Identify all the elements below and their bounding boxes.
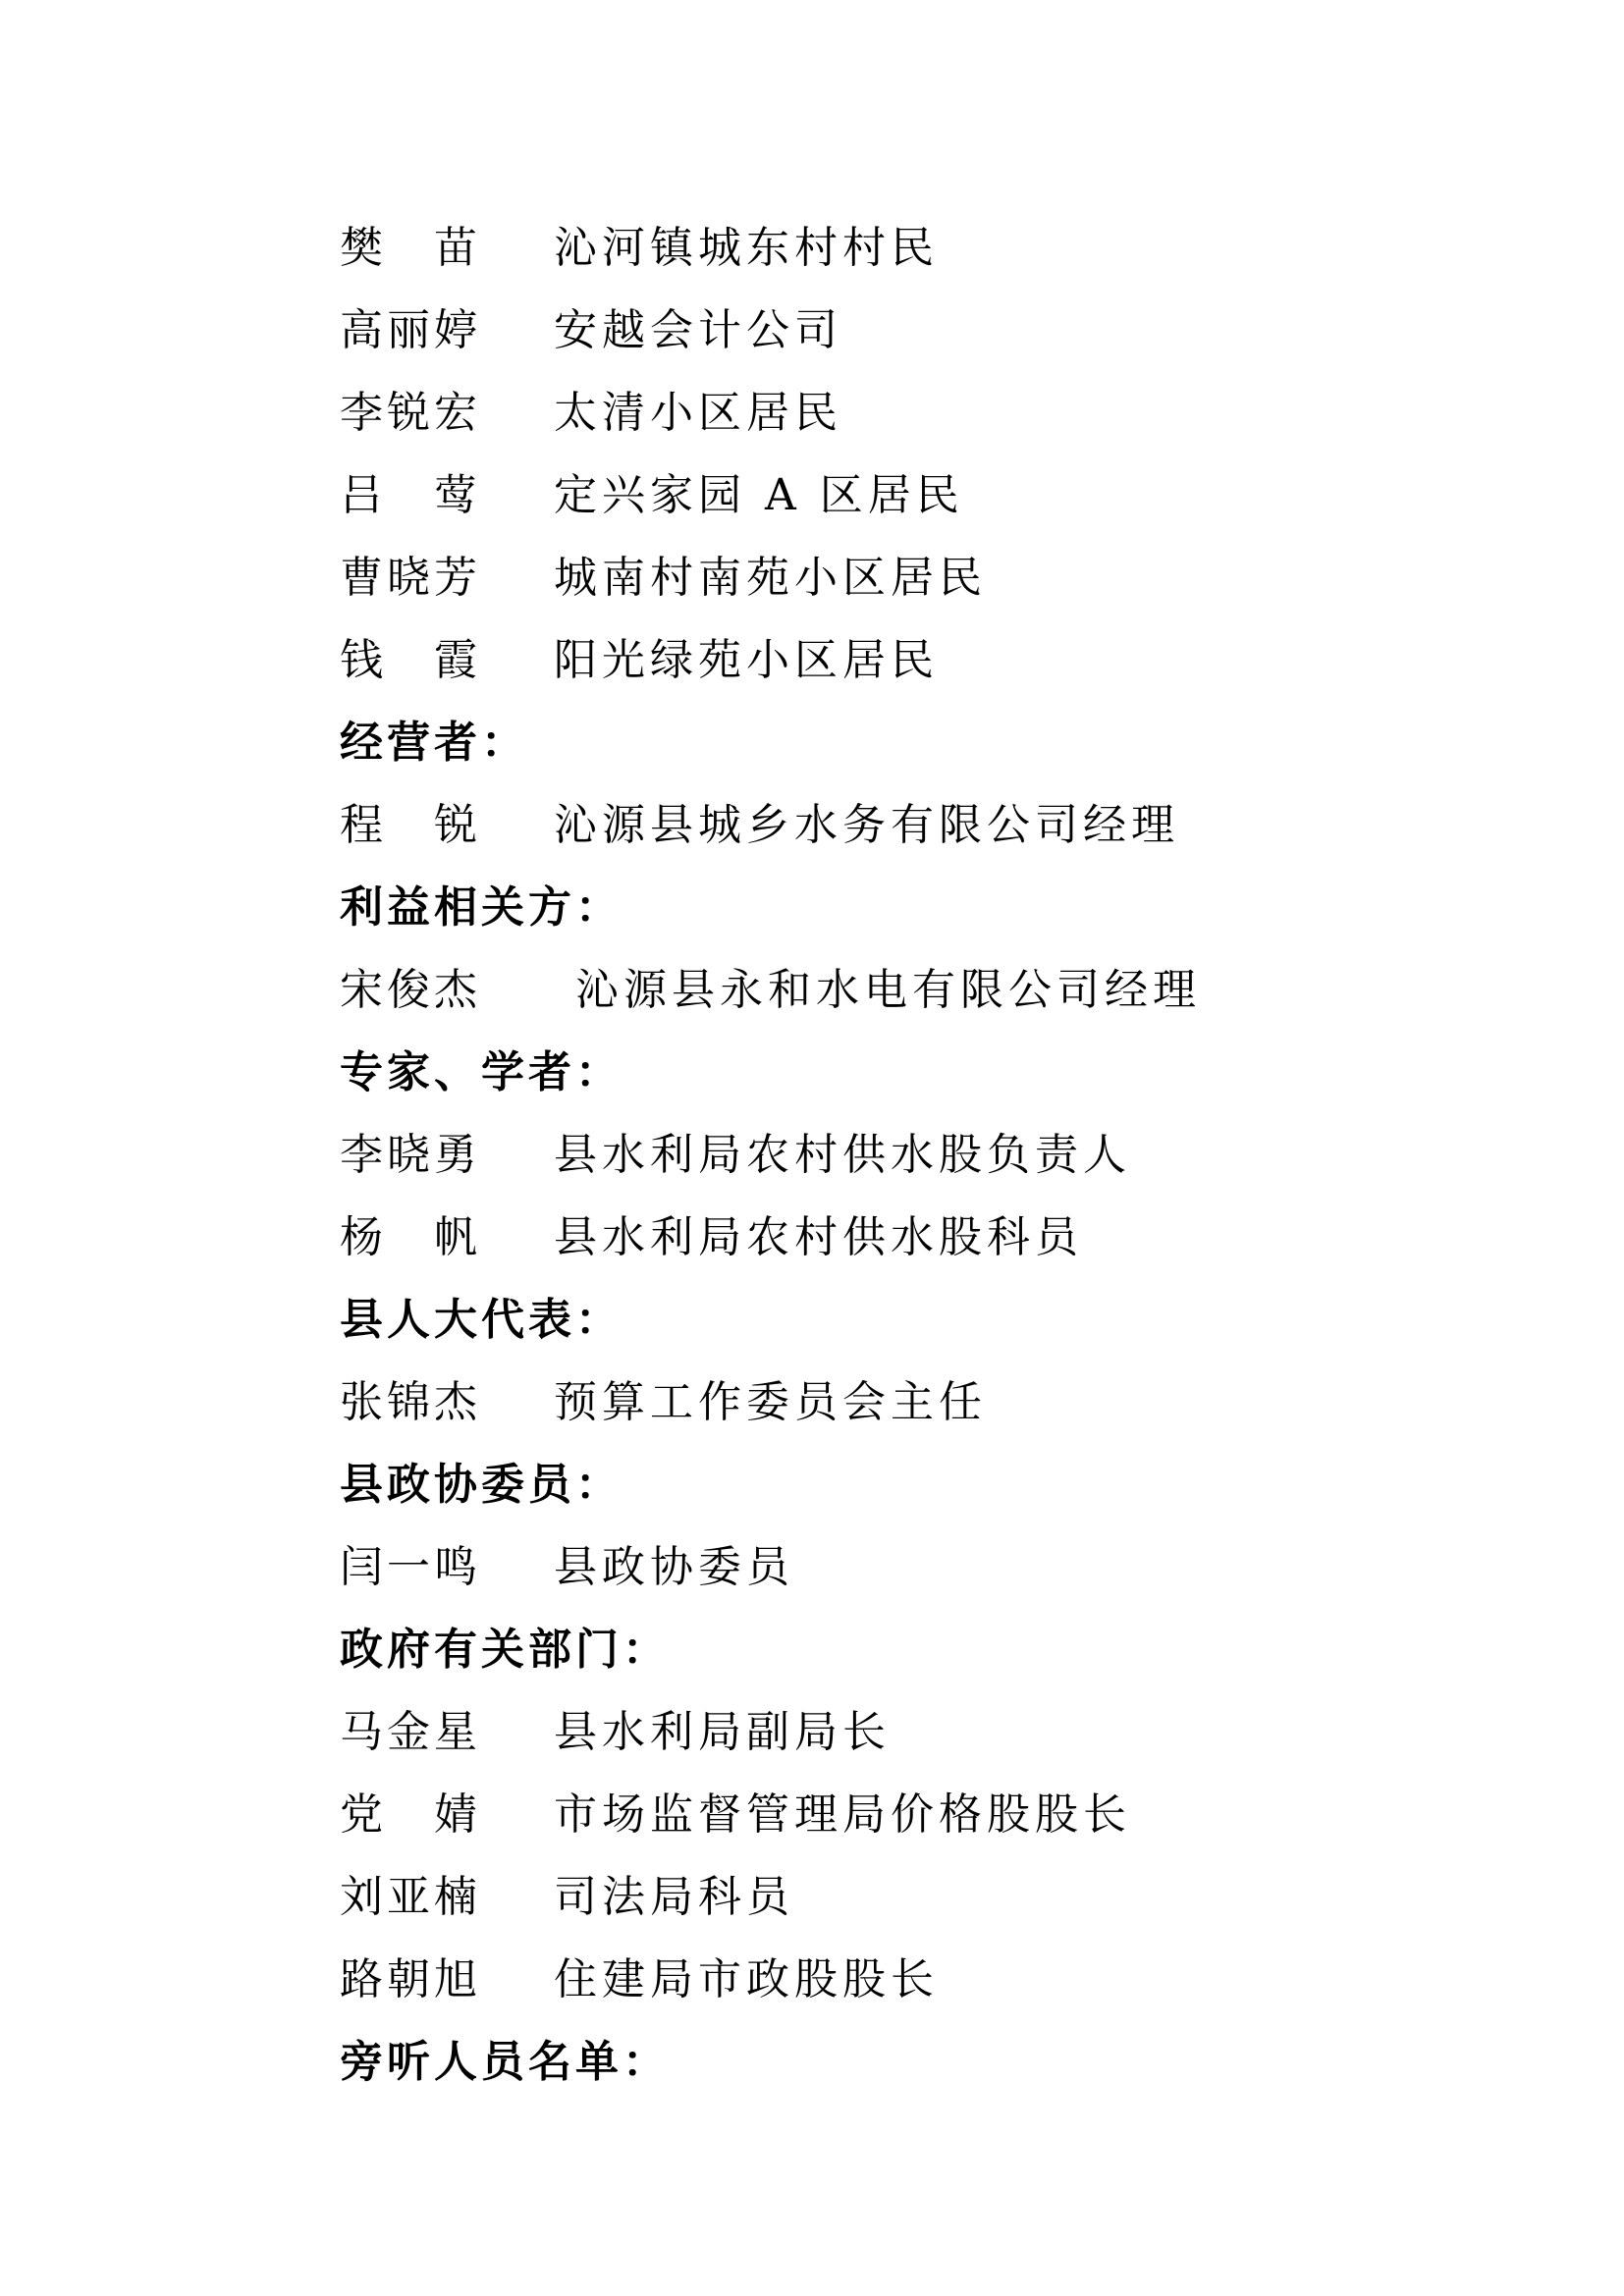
member-name: 宋俊杰 [340,965,481,1015]
list-item [340,1781,1131,1849]
list-item [340,1121,1131,1190]
member-name: 闫一鸣 [340,1542,481,1592]
list-item [340,379,842,448]
member-role: 城南村南苑小区居民 [554,553,987,603]
list-item [340,214,939,283]
list-item [340,296,842,365]
list-item [340,1698,891,1767]
member-role: 住建局市政股股长 [554,1954,939,2004]
list-item [340,1533,794,1602]
section-heading: 利益相关方： [340,882,623,933]
member-role: 预算工作委员会主任 [554,1377,987,1427]
member-name: 杨 帆 [340,1212,481,1262]
member-name: 路朝旭 [340,1954,481,2004]
member-name: 党 婧 [340,1789,481,1840]
section-heading: 专家、学者： [340,1047,623,1097]
member-name: 刘亚楠 [340,1872,481,1922]
member-name: 曹晓芳 [340,553,481,603]
section-heading: 县人大代表： [340,1295,623,1345]
section-heading: 政府有关部门： [340,1625,670,1675]
member-role: 阳光绿苑小区居民 [554,635,939,685]
list-item [340,626,939,695]
list-item [340,1368,987,1437]
member-role: 沁河镇城东村村民 [554,223,939,273]
member-role: 司法局科员 [554,1872,794,1922]
member-name: 樊 苗 [340,223,481,273]
member-name: 高丽婷 [340,305,481,355]
member-role: 县水利局农村供水股负责人 [554,1130,1131,1180]
member-name: 李晓勇 [340,1130,481,1180]
member-name: 李锐宏 [340,388,481,438]
member-role: 市场监督管理局价格股股长 [554,1789,1131,1840]
member-role: 太清小区居民 [554,388,842,438]
member-role: 县水利局农村供水股科员 [554,1212,1083,1262]
section-heading: 旁听人员名单： [340,2037,670,2087]
section-heading: 县政协委员： [340,1460,623,1510]
list-item [340,791,1179,860]
list-item [340,956,1201,1025]
list-item [340,1946,939,2014]
member-name: 马金星 [340,1707,481,1757]
member-name: 吕 莺 [340,470,481,520]
section-heading: 经营者： [340,718,528,768]
member-role: 安越会计公司 [554,305,842,355]
list-item [340,544,987,613]
member-role: 县政协委员 [554,1542,794,1592]
member-role: 沁源县城乡水务有限公司经理 [554,800,1179,850]
member-role: 县水利局副局长 [554,1707,891,1757]
member-name: 程 锐 [340,800,481,850]
list-item [340,1863,794,1932]
list-item [340,461,964,530]
member-name: 钱 霞 [340,635,481,685]
list-item [340,1203,1083,1272]
member-role: 沁源县永和水电有限公司经理 [575,965,1201,1015]
member-name: 张锦杰 [340,1377,481,1427]
member-role: 定兴家园 A 区居民 [554,470,964,520]
